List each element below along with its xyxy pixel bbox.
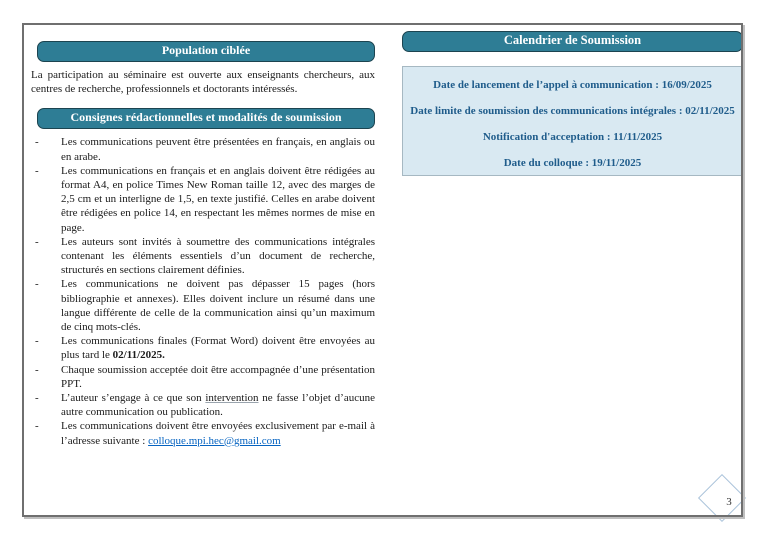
- population-paragraph: La participation au séminaire est ouverte aux enseignants chercheurs, aux centres de recherche, professionnels et doctorants intéressés.: [31, 69, 375, 96]
- bullet-dash: -: [35, 235, 39, 248]
- consignes-list: [31, 135, 375, 447]
- left-column: [31, 41, 375, 448]
- bullet-dash: -: [35, 335, 39, 348]
- calendar-line: Date de lancement de l’appel à communication : 16/09/2025: [433, 79, 712, 91]
- list-item-text: Les communications finales (Format Word) doivent être envoyées au plus tard le 02/11/2025.: [61, 335, 375, 362]
- bullet-dash: -: [35, 420, 39, 433]
- calendar-line: Notification d'acceptation : 11/11/2025: [482, 131, 663, 143]
- right-column: [402, 31, 743, 176]
- bullet-dash: -: [35, 278, 39, 291]
- page-number-container: [706, 482, 738, 514]
- page-number: 3: [726, 496, 732, 508]
- bold-text: 02/11/2025.: [112, 349, 165, 362]
- list-item: [31, 135, 375, 163]
- email-link[interactable]: colloque.mpi.hec@gmail.com: [148, 434, 281, 447]
- list-item-text: Les communications peuvent être présentées en français, en anglais ou en arabe.: [61, 136, 375, 163]
- list-item-text: Les communications en français et en anglais doivent être rédigées au format A4, en police Times New Roman taille 12, avec des marges de 2,5 cm et un interligne de 1,5, en texte justifié. Celles en arabe doivent être rédigées en police 14, en respectant les mêmes normes de mise en page.: [61, 164, 375, 234]
- calendar-line: Date du colloque : 19/11/2025: [503, 157, 642, 169]
- list-item: [31, 363, 375, 391]
- list-item: [31, 277, 375, 334]
- list-item: [31, 164, 375, 235]
- bullet-dash: -: [35, 164, 39, 177]
- list-item-text: L’auteur s’engage à ce que son intervention ne fasse l’objet d’aucune autre communication ou publication.: [61, 392, 375, 419]
- bullet-dash: -: [35, 392, 39, 405]
- calendar-header-banner: Calendrier de Soumission: [402, 31, 743, 52]
- list-item: [31, 235, 375, 278]
- calendar-line: Date limite de soumission des communications intégrales : 02/11/2025: [410, 105, 735, 117]
- list-item-text: Les communications ne doivent pas dépasser 15 pages (hors bibliographie et annexes). Elles doivent inclure un résumé dans une langue différente de celle de la communication ainsi qu’un maximum de cinq mots-clés.: [61, 278, 375, 334]
- list-item-text: Les communications doivent être envoyées exclusivement par e-mail à l’adresse suivante : colloque.mpi.hec@gmail.com: [61, 420, 375, 447]
- calendar-box: [402, 66, 743, 176]
- bullet-dash: -: [35, 363, 39, 376]
- page-number-diamond: [698, 474, 746, 522]
- list-item-text: Les auteurs sont invités à soumettre des communications intégrales contenant les éléments essentiels d’un document de recherche, structurés en sections clairement définies.: [61, 235, 375, 277]
- population-header-banner: Population ciblée: [37, 41, 375, 62]
- list-item: [31, 391, 375, 419]
- list-item: [31, 334, 375, 362]
- list-item-text: Chaque soumission acceptée doit être accompagnée d’une présentation PPT.: [61, 363, 375, 390]
- bullet-dash: -: [35, 136, 39, 149]
- list-item: [31, 419, 375, 447]
- consignes-header-banner: Consignes rédactionnelles et modalités de soumission: [37, 108, 375, 129]
- underlined-text: intervention: [205, 392, 259, 405]
